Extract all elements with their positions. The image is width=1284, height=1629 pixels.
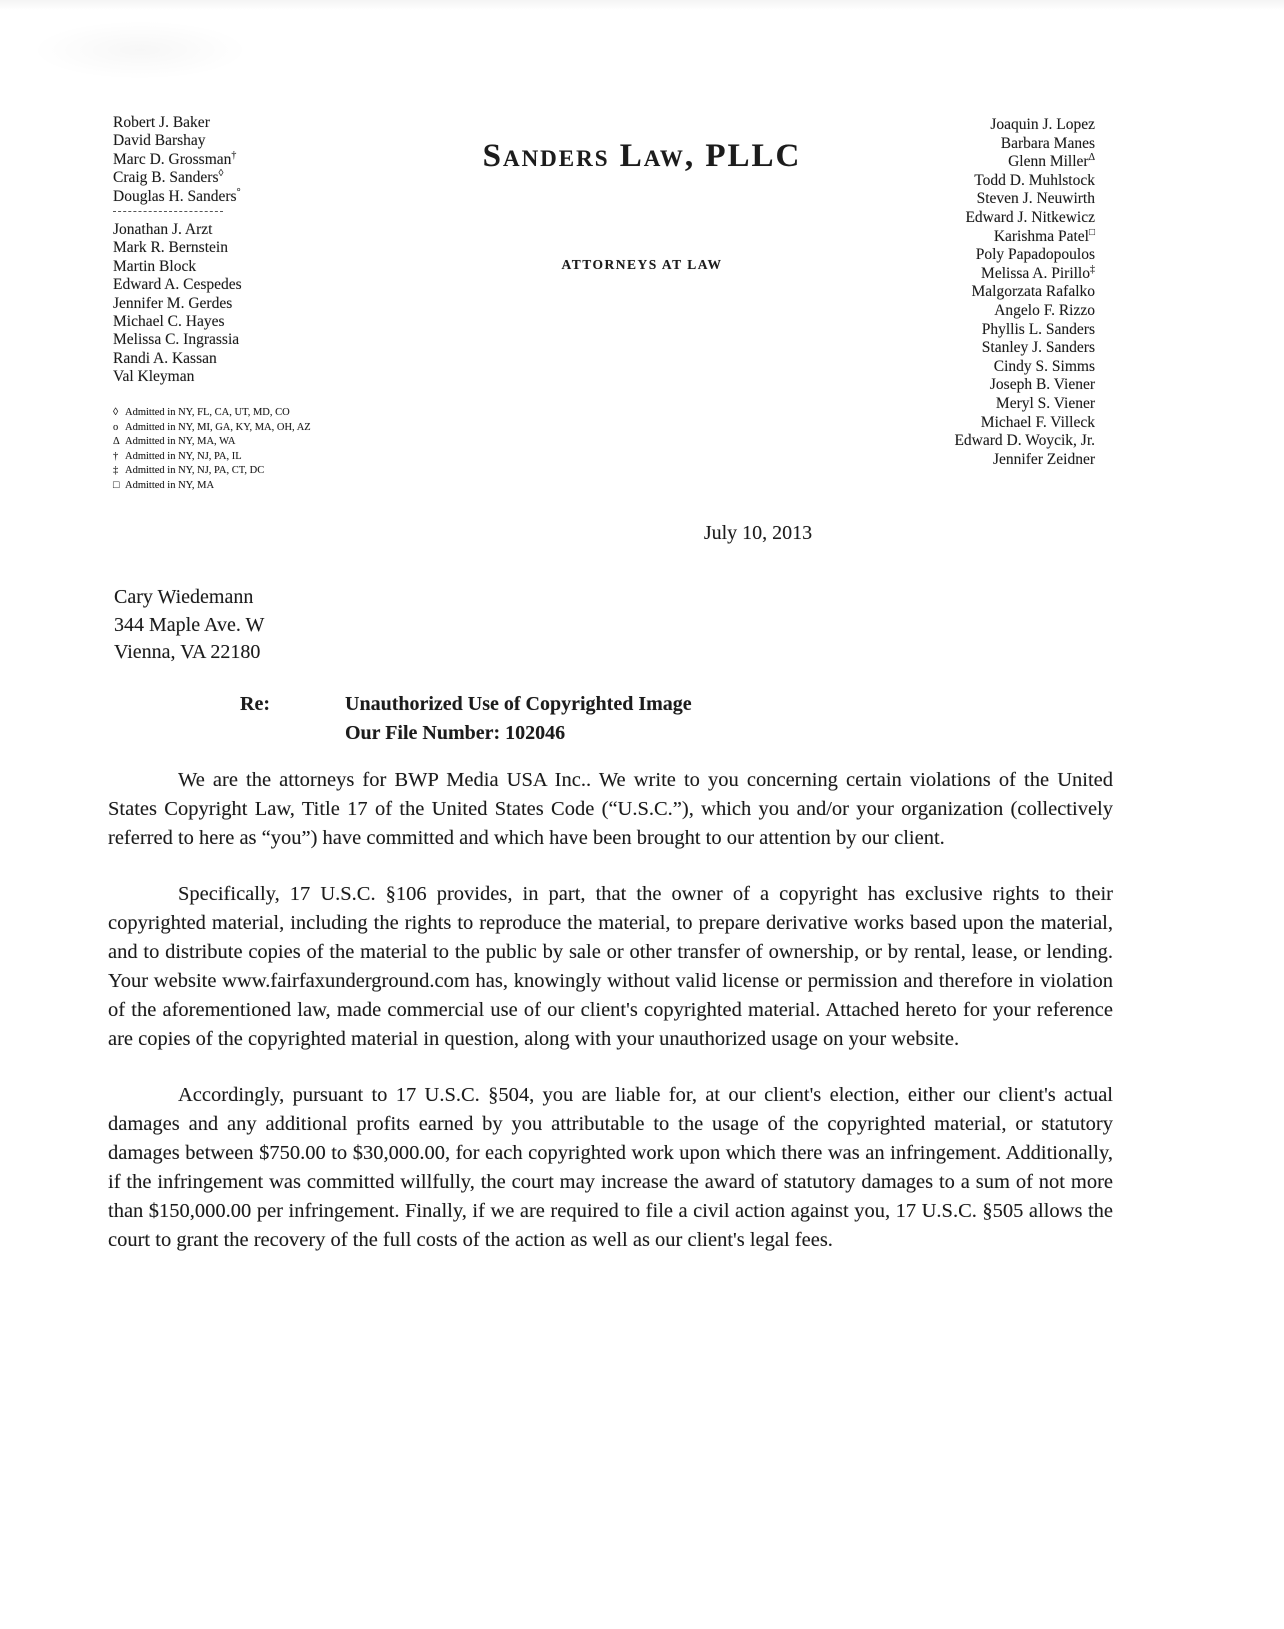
admission-note: ◊ Admitted in NY, FL, CA, UT, MD, CO (113, 406, 311, 421)
attorney-name: Phyllis L. Sanders (981, 320, 1095, 338)
admission-symbol: o (113, 421, 119, 433)
admission-symbol: ◊ (113, 407, 119, 418)
attorney-name: Robert J. Baker (113, 114, 210, 131)
attorney-name: Val Kleyman (113, 368, 195, 386)
admission-symbol: ° (236, 186, 241, 198)
attorney-name: Randi A. Kassan (113, 349, 217, 367)
recipient-address (114, 584, 264, 667)
attorney-name: Michael F. Villeck (980, 413, 1095, 431)
admission-note: □ Admitted in NY, MA (113, 479, 311, 494)
attorney-name: Edward J. Nitkewicz (965, 208, 1095, 226)
attorney-name: Edward A. Cespedes (113, 276, 242, 294)
re-label: Re: (240, 693, 270, 715)
attorney-name: Edward D. Woycik, Jr. (954, 432, 1095, 450)
associate-list (113, 221, 242, 387)
admission-symbol: † (113, 450, 119, 462)
admission-symbol: Δ (113, 436, 120, 448)
re-subject-line: Our File Number: 102046 (345, 722, 566, 744)
attorney-name: Jennifer Zeidner (993, 450, 1095, 468)
recipient-line: 344 Maple Ave. W (114, 613, 265, 636)
attorney-name: Melissa C. Ingrassia (113, 331, 240, 349)
attorney-name: Malgorzata Rafalko (971, 283, 1095, 301)
firm-name: Sanders Law, PLLC (482, 138, 802, 174)
admission-note: † Admitted in NY, NJ, PA, IL (113, 450, 311, 465)
letterhead-divider (113, 211, 223, 212)
attorney-name: Jonathan J. Arzt (113, 221, 213, 239)
admission-symbol: ‡ (1090, 263, 1095, 275)
attorney-name: Barbara Manes (1000, 134, 1095, 152)
attorney-name: Michael C. Hayes (113, 313, 225, 331)
attorney-name: Melissa A. Pirillo‡ (981, 263, 1095, 282)
attorney-name: Poly Papadopoulos (975, 246, 1095, 264)
admission-symbol: ◊ (218, 168, 224, 180)
admission-footnotes (113, 406, 311, 494)
letter-body (108, 766, 1113, 1282)
attorney-name: Joaquin J. Lopez (990, 116, 1095, 133)
re-block (240, 690, 692, 748)
attorney-name: Todd D. Muhlstock (974, 171, 1095, 189)
firm-tagline: ATTORNEYS AT LAW (561, 257, 723, 272)
admission-symbol: □ (113, 479, 120, 491)
attorney-name: Meryl S. Viener (995, 394, 1095, 412)
attorney-name: Douglas H. Sanders° (113, 186, 241, 205)
admission-note: ‡ Admitted in NY, NJ, PA, CT, DC (113, 464, 311, 479)
admission-note: o Admitted in NY, MI, GA, KY, MA, OH, AZ (113, 421, 311, 436)
re-subject-lines (345, 690, 692, 748)
attorney-name: David Barshay (113, 132, 206, 150)
attorney-name: Stanley J. Sanders (981, 339, 1095, 357)
attorney-name: Marc D. Grossman† (113, 149, 237, 168)
attorney-list-right (954, 116, 1095, 469)
attorney-name: Mark R. Bernstein (113, 239, 228, 257)
admission-symbol: † (231, 149, 237, 161)
admission-note: Δ Admitted in NY, MA, WA (113, 435, 311, 450)
attorney-name: Steven J. Neuwirth (976, 190, 1095, 208)
letter-date: July 10, 2013 (703, 522, 813, 544)
recipient-line: Vienna, VA 22180 (114, 641, 261, 663)
attorney-name: Craig B. Sanders◊ (113, 168, 224, 187)
re-subject-line: Unauthorized Use of Copyrighted Image (345, 693, 692, 715)
attorney-name: Karishma Patel□ (993, 226, 1095, 245)
attorney-name: Angelo F. Rizzo (994, 301, 1095, 319)
attorney-name: Glenn Miller$^\Delta$ (1008, 152, 1095, 171)
recipient-line: Cary Wiedemann (114, 586, 254, 608)
attorney-name: Joseph B. Viener (989, 376, 1095, 394)
admission-symbol: Δ (1088, 152, 1095, 164)
attorney-name: Jennifer M. Gerdes (113, 294, 233, 312)
body-paragraph: Specifically, 17 U.S.C. §106 provides, in part, that the owner of a copyright has exclusive rights to their copyrighted material, including the rights to reproduce the material, to prepare derivative works based upon the material, and to distribute copies of the material to the public by sale or other transfer of ownership, or by rental, lease, or lending. Your website www.fairfaxunderground.com has, knowingly without valid license or permission and therefore in violation of the aforementioned law, made commercial use of our client's copyrighted material. Attached hereto for your reference are copies of the copyrighted material in question, along with your unauthorized usage on your website. (108, 883, 1113, 1050)
admission-symbol: □ (1088, 226, 1095, 238)
admission-symbol: ‡ (113, 465, 119, 477)
body-paragraph: Accordingly, pursuant to 17 U.S.C. §504, you are liable for, at our client's election, either our client's actual damages and any additional profits earned by you attributable to the usage of the copyrighted material, or statutory damages between $750.00 to $30,000.00, for each copyrighted work upon which there was an infringement. Additionally, if the infringement was committed willfully, the court may increase the award of statutory damages to a sum of not more than $150,000.00 per infringement. Finally, if we are required to file a civil action against you, 17 U.S.C. §505 allows the court to grant the recovery of the full costs of the action as well as our client's legal fees. (108, 1084, 1113, 1251)
body-paragraph: We are the attorneys for BWP Media USA Inc.. We write to you concerning certain violations of the United States Copyright Law, Title 17 of the United States Code (“U.S.C.”), which you and/or your organization (collectively referred to here as “you”) have committed and which have been brought to our attention by our client. (108, 769, 1113, 849)
attorney-name: Cindy S. Simms (993, 357, 1095, 375)
attorney-name: Martin Block (113, 257, 197, 275)
